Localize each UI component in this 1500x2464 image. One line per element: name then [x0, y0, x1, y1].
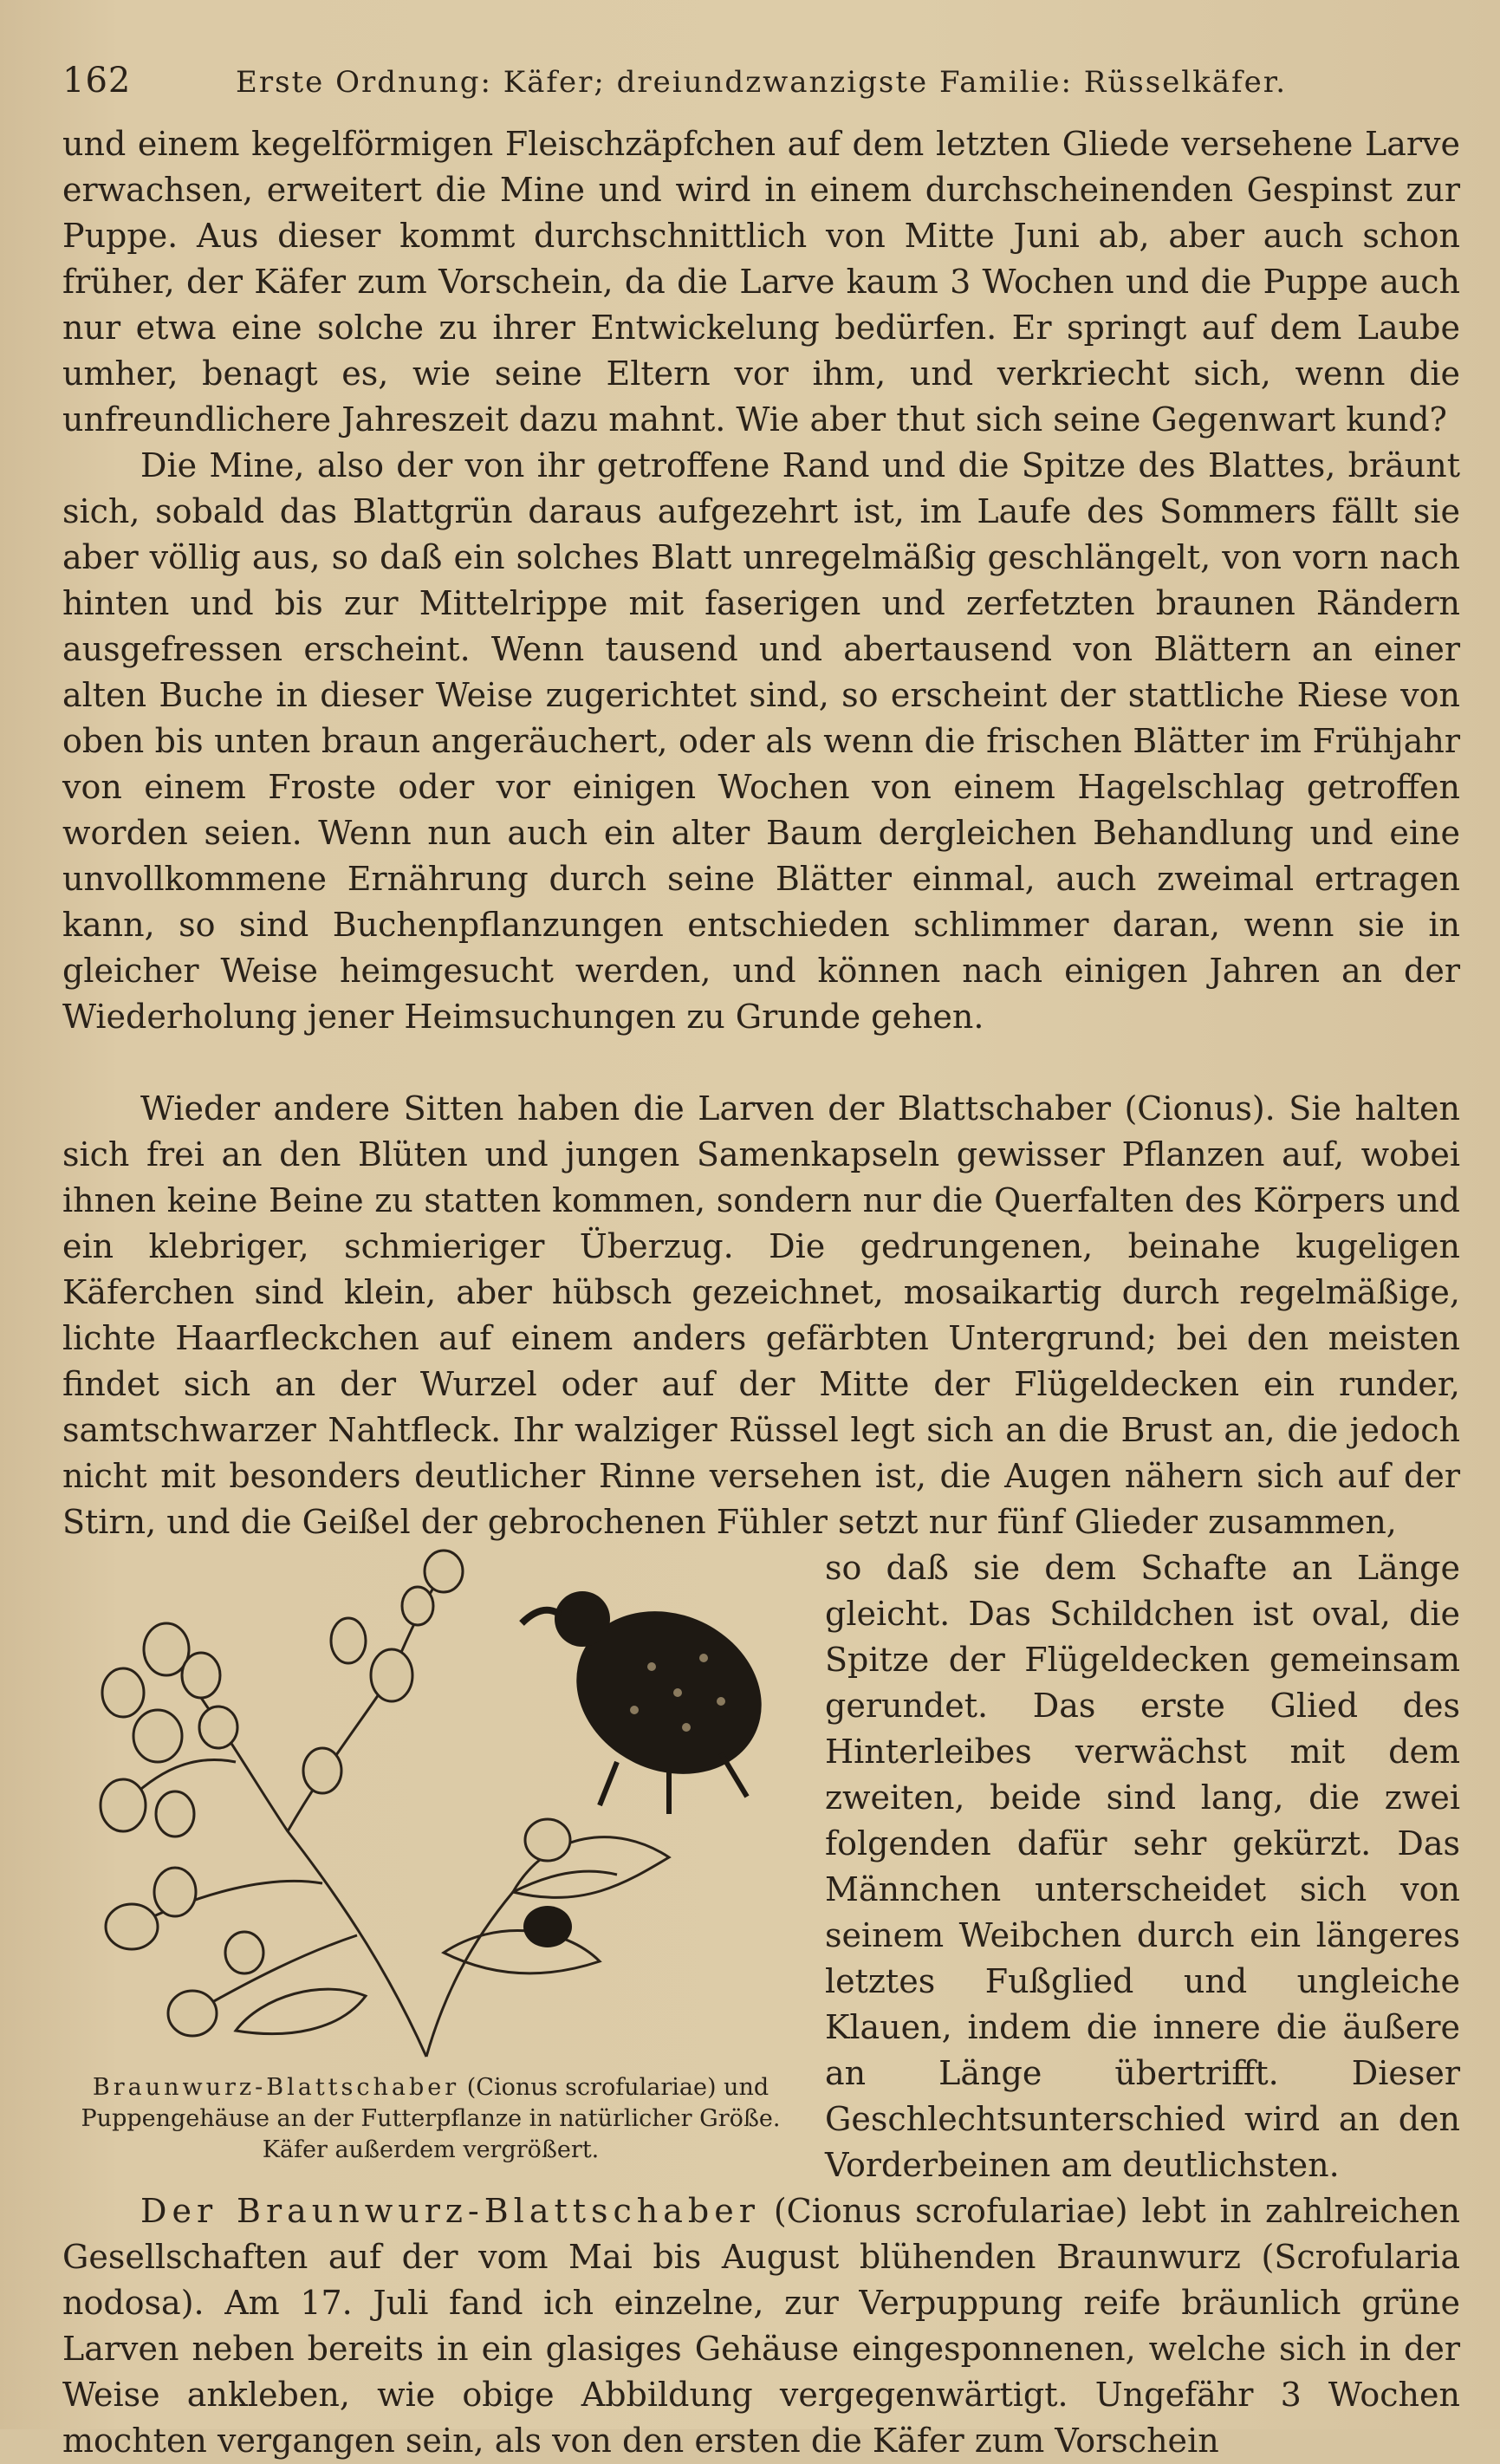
figure-caption: [62, 2072, 799, 2166]
caption-lead: Braunwurz-Blattschaber: [92, 2074, 460, 2101]
paragraph-4: [62, 2188, 1460, 2464]
section-gap: [62, 1040, 1460, 1086]
paragraph-3-continued: so daß sie dem Schafte an Länge gleicht. Das Schildchen ist oval, die Spitze der Flügeldecken gemeinsam gerundet. Das erste Glied des Hinterleibes verwächst mit dem zweiten, beide sind lang, die zwei folgenden dafür sehr gekürzt. Das Männchen unterscheidet sich von seinem Weibchen durch ein längeres letztes Fußglied und ungleiche Klauen, indem die innere die äußere an Länge übertrifft. Dieser Geschlechtsunterschied wird an den Vorderbeinen am deutlichsten.: [825, 1549, 1460, 2184]
beetle-illustration: [62, 1545, 799, 2065]
paragraph-1: und einem kegelförmigen Fleischzäpfchen auf dem letzten Gliede versehene Larve erwachsen, erweitert die Mine und wird in einem durchscheinenden Gespinst zur Puppe. Aus dieser kommt durchschnittlich von Mitte Juni ab, aber auch schon früher, der Käfer zum Vorschein, da die Larve kaum 3 Wochen und die Puppe auch nur etwa eine solche zu ihrer Entwickelung bedürfen. Er springt auf dem Laube umher, benagt es, wie seine Eltern vor ihm, und verkriecht sich, wenn die unfreundlichere Jahreszeit dazu mahnt. Wie aber thut sich seine Gegenwart kund?: [62, 125, 1460, 439]
beetle-natural-size: [523, 1906, 572, 1947]
caption-text: (Cionus scrofulariae) und Puppengehäuse an der Futterpflanze in natürlicher Größe. Käfer außerdem vergrößert.: [81, 2074, 781, 2163]
body-text: [62, 121, 1460, 2464]
paragraph-2: Die Mine, also der von ihr getroffene Rand und die Spitze des Blattes, bräunt sich, sobald das Blattgrün daraus aufgezehrt ist, im Laufe des Sommers fällt sie aber völlig aus, so daß ein solches Blatt unregelmäßig geschlängelt, von vorn nach hinten und bis zur Mittelrippe mit faserigen und zerfetzten braunen Rändern ausgefressen erscheint. Wenn tausend und abertausend von Blättern an einer alten Buche in dieser Weise zugerichtet sind, so erscheint der stattliche Riese von oben bis unten braun angeräuchert, oder als wenn die frischen Blätter im Frühjahr von einem Froste oder vor einigen Wochen von einem Hagelschlag getroffen worden seien. Wenn nun auch ein alter Baum dergleichen Behandlung und eine unvollkommene Ernährung durch seine Blätter einmal, auch zweimal ertragen kann, so sind Buchenpflanzungen entschieden schlimmer daran, wenn sie in gleicher Weise heimgesucht werden, und können nach einigen Jahren an der Wiederholung jener Heimsuchungen zu Grunde gehen.: [62, 446, 1460, 1036]
page-number: 162: [62, 61, 132, 101]
paragraph-4-text: (Cionus scrofulariae) lebt in zahlreichen Gesellschaften auf der vom Mai bis August blühenden Braunwurz (Scrofularia nodosa). Am 17. Juli fand ich einzelne, zur Verpuppung reife bräunlich grüne Larven neben bereits in ein glasiges Gehäuse eingesponnenen, welche sich in der Weise ankleben, wie obige Abbildung vergegenwärtigt. Ungefähr 3 Wochen mochten vergangen sein, als von den ersten die Käfer zum Vorschein: [62, 2192, 1460, 2460]
running-title: Erste Ordnung: Käfer; dreiundzwanzigste Familie: Rüsselkäfer.: [236, 65, 1288, 100]
beetle-enlarged: [522, 1582, 789, 1814]
species-name: Der Braunwurz-Blattschaber: [140, 2192, 760, 2230]
figure-cionus: [62, 1545, 799, 2166]
page-header: [62, 61, 1460, 121]
paragraph-3: Wieder andere Sitten haben die Larven der Blattschaber (Cionus). Sie halten sich frei an den Blüten und jungen Samenkapseln gewisser Pflanzen auf, wobei ihnen keine Beine zu statten kommen, sondern nur die Querfalten des Körpers und ein klebriger, schmieriger Überzug. Die gedrungenen, beinahe kugeligen Käferchen sind klein, aber hübsch gezeichnet, mosaikartig durch regelmäßige, lichte Haarfleckchen auf einem anders gefärbten Untergrund; bei den meisten findet sich an der Wurzel oder auf der Mitte der Flügeldecken ein runder, samtschwarzer Nahtfleck. Ihr walziger Rüssel legt sich an die Brust an, die jedoch nicht mit besonders deutlicher Rinne versehen ist, die Augen nähern sich auf der Stirn, und die Geißel der gebrochenen Fühler setzt nur fünf Glieder zusammen,: [62, 1089, 1460, 1541]
